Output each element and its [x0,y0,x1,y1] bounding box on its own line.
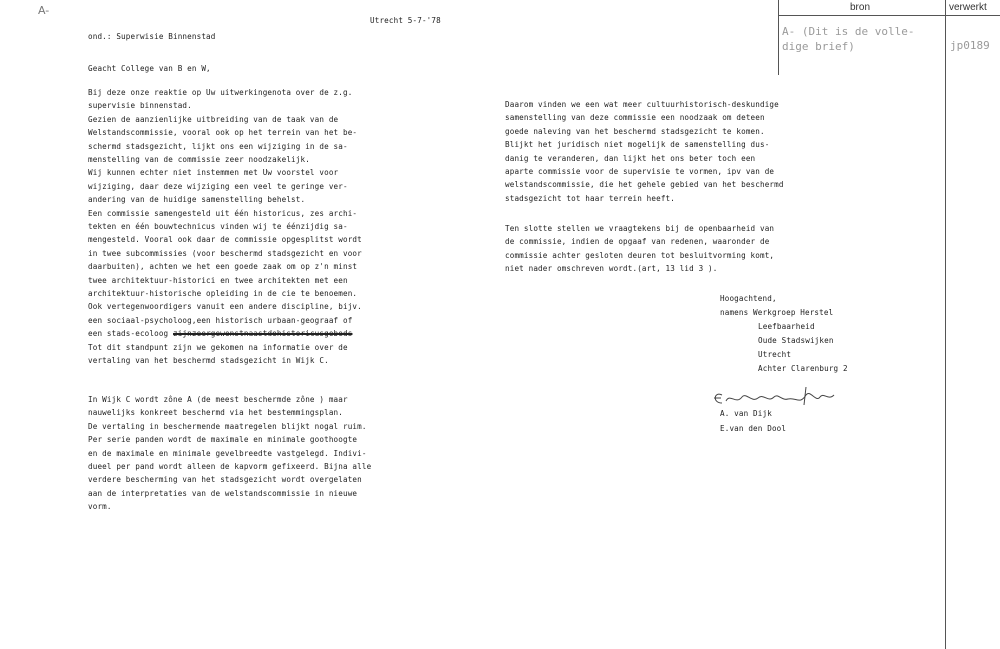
stamp-verwerkt-value: jp0189 [950,39,990,52]
struck-out-text: zijnzeergewenstnaastdehistoricusgebeds [173,329,353,339]
text-line: menstelling van de commissie zeer noodzakelijk. [88,155,310,164]
text-line: niet nader omschreven wordt.(art, 13 lid 3 ). [505,264,718,274]
text-line: In Wijk C wordt zône A (de meest beschermde zône ) maar [88,395,348,404]
text-line: goede naleving van het beschermd stadsgezicht te komen. [505,126,765,136]
text-line: de commissie, indien de opgaaf van redenen, waaronder de [505,237,770,247]
text-line: een stads-ecoloog [88,329,169,339]
salutation: Geacht College van B en W, [88,64,211,73]
text-line: aparte commissie voor de supervisie te vormen, ipv van de [505,167,775,176]
text-line: stadsgezicht tot haar terrein heeft. [505,193,675,203]
signatory-2: E.van den Dool [720,424,787,433]
letter-subject: ond.: Superwisie Binnenstad [88,32,216,41]
text-line: welstandscommissie, die het gehele gebied van het beschermd [505,180,784,190]
text-line: Per serie panden wordt de maximale en minimale goothoogte [88,435,358,445]
closing-on-behalf: namens Werkgroep Herstel [720,308,834,317]
text-line: mengesteld. Vooral ook daar de commissie opgesplitst wordt [88,235,362,245]
text-line: twee architektuur-historici en twee architekten met een [88,275,348,285]
text-line: andering van de huidige samenstelling behelst. [88,195,306,205]
text-line: nauwelijks konkreet beschermd via het bestemmingsplan. [88,408,343,418]
closing-greeting: Hoogachtend, [720,294,777,303]
text-line: samenstelling van deze commissie een noodzaak om deteen [505,113,765,123]
stamp-column-divider [945,0,946,649]
text-line: daarbuiten), achten we het een goede zaak om op z'n minst [88,262,358,272]
closing-address: Achter Clarenburg 2 [758,364,848,373]
stamp-header-rule [778,15,1000,16]
text-line: Een commissie samengesteld uit één historicus, zes archi- [88,208,358,218]
letter-date: Utrecht 5-7-'78 [370,16,441,25]
text-line: Ook vertegenwoordigers vanuit een andere discipline, bijv. [88,302,362,312]
text-line: in twee subcommissies (voor beschermd stadsgezicht en voor [88,248,362,258]
text-line: Ten slotte stellen we vraagtekens bij de openbaarheid van [505,224,775,233]
stamp-bron-value: A- (Dit is de volle- dige brief) [782,25,915,53]
closing-org-line-1: Leefbaarheid [758,322,815,331]
text-line: schermd stadsgezicht, lijkt ons een wijziging in de sa- [88,141,348,151]
stamp-header-bron: bron [850,2,871,13]
closing-city: Utrecht [758,350,792,359]
text-line: Gezien de aanzienlijke uitbreiding van de taak van de [88,114,339,124]
text-line: dueel per pand wordt alleen de kapvorm gefixeerd. Bijna alle [88,462,372,471]
text-line: tekten en één bouwtechnicus vinden wij te éénzijdig sa- [88,222,348,231]
text-line: architektuur-historische opleiding in de cie te benoemen. [88,289,358,298]
text-line: een sociaal-psycholoog,een historisch urbaan-geograaf of [88,315,353,325]
text-line: De vertaling in beschermende maatregelen blijkt nogal ruim. [88,421,367,431]
closing-org-line-2: Oude Stadswijken [758,336,834,345]
text-line: Wij kunnen echter niet instemmen met Uw voorstel voor [88,168,339,178]
text-line: Tot dit standpunt zijn we gekomen na informatie over de [88,342,348,352]
text-line: vertaling van het beschermd stadsgezicht in Wijk C. [88,356,329,365]
handwritten-signature [708,383,848,411]
corner-mark: A- [38,4,50,17]
text-line: vorm. [88,502,112,512]
text-line: commissie achter gesloten deuren tot besluitvorming komt, [505,250,775,260]
text-line: supervisie binnenstad. [88,101,192,111]
text-line: Blijkt het juridisch niet mogelijk de samenstelling dus- [505,140,770,150]
text-line: Bij deze onze reaktie op Uw uitwerkingenota over de z.g. [88,88,353,97]
text-line: Daarom vinden we een wat meer cultuurhistorisch-deskundige [505,100,779,109]
signatory-1: A. van Dijk [720,409,772,418]
stamp-header-verwerkt: verwerkt [949,2,987,13]
text-line: danig te veranderen, dan lijkt het ons beter toch een [505,153,756,163]
text-line: en de maximale en minimale gevelbreedte vastgelegd. Indivi- [88,448,367,458]
stamp-left-border [778,0,779,75]
text-line-with-strikeout [88,330,352,338]
text-line: aan de interpretaties van de welstandscommissie in nieuwe [88,488,358,498]
text-line: Welstandscommissie, vooral ook op het terrein van het be- [88,128,358,138]
text-line: verdere bescherming van het stadsgezicht wordt overgelaten [88,475,362,485]
text-line: wijziging, daar deze wijziging een veel te geringe ver- [88,181,348,191]
